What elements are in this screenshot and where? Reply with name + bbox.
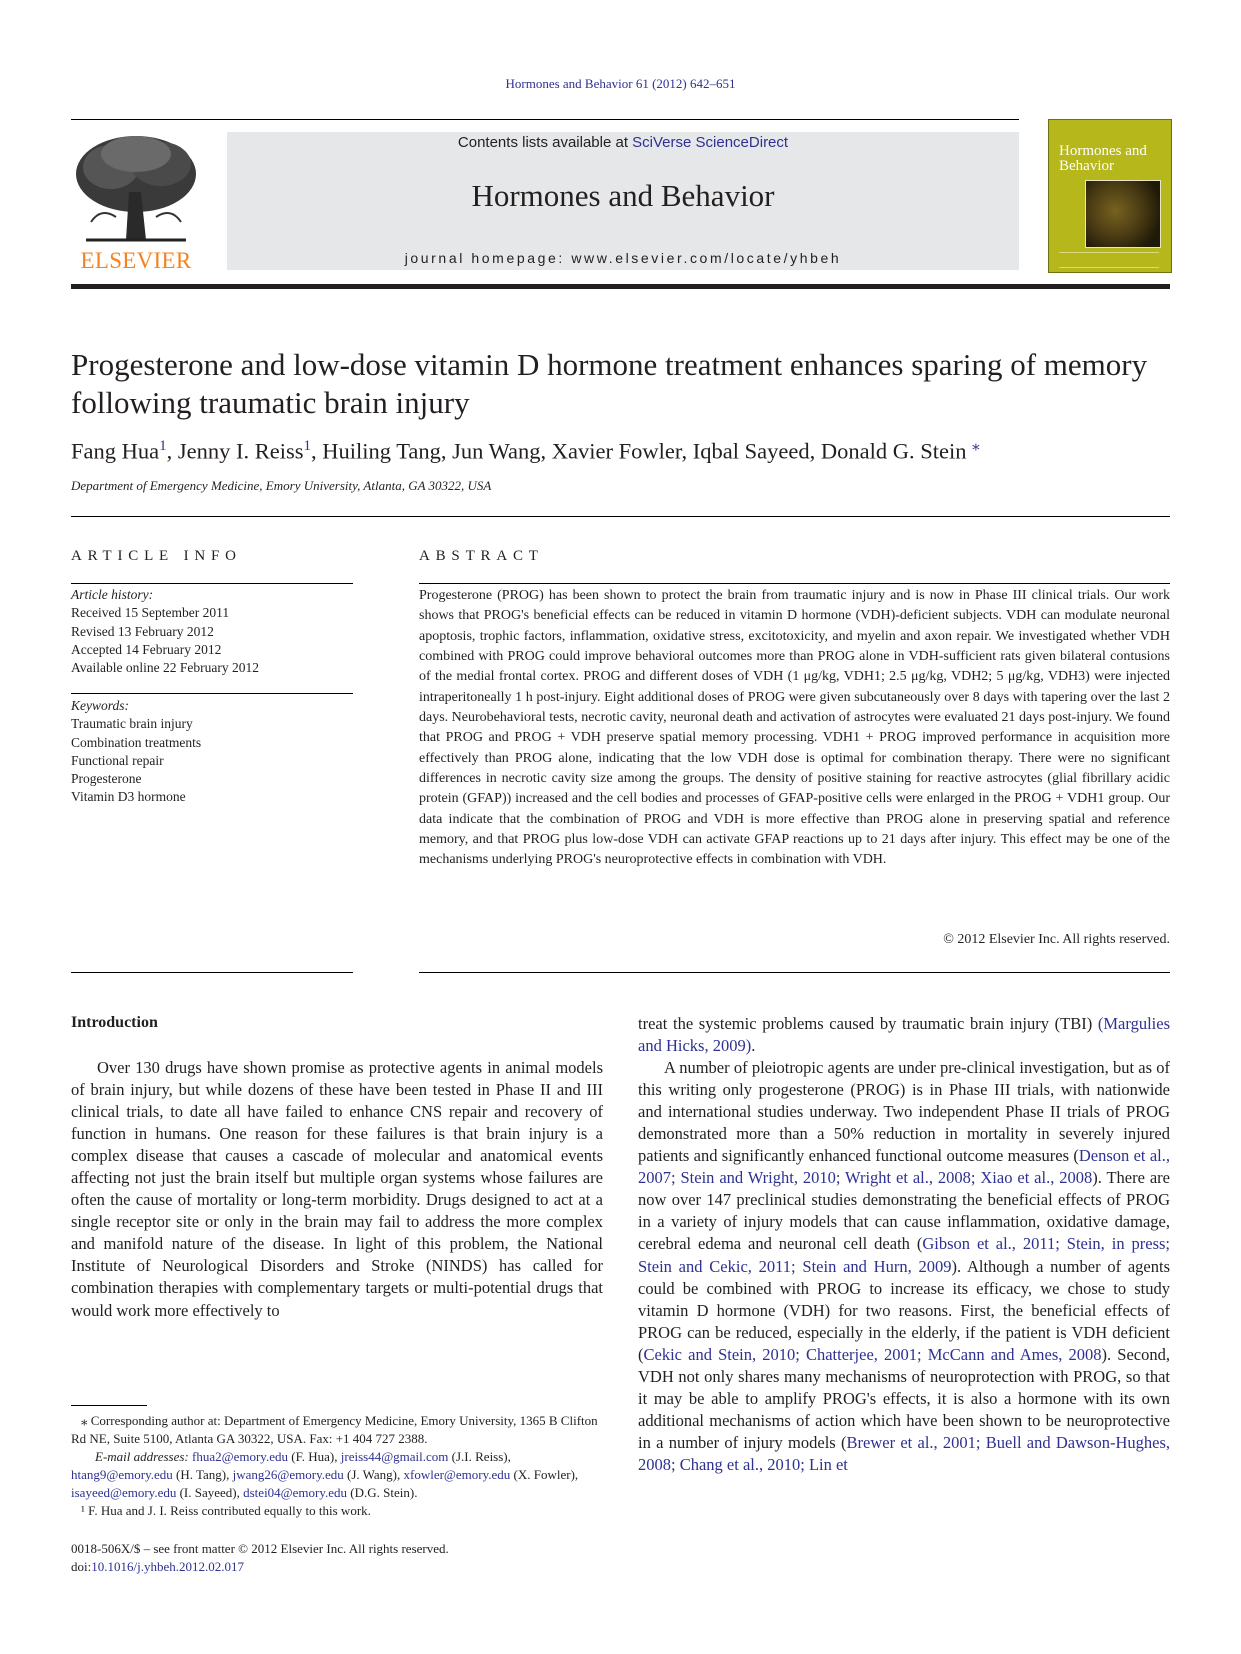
front-matter [71,1540,603,1576]
introduction-heading: Introduction [71,1014,158,1031]
tree-icon [71,132,201,247]
history-label: Article history: [71,587,154,602]
abstract-heading: ABSTRACT [419,548,544,564]
keyword-item: Combination treatments [71,734,202,750]
email-label: E-mail addresses: [95,1449,193,1464]
email-owner: (J. Wang), [343,1467,404,1482]
cover-photo [1085,180,1161,248]
author-separator: , [540,438,552,464]
citation-link[interactable]: Gibson et al., 2011; Stein, in press; Stein and Cekic, 2011; Stein and Hurn, 2009 [638,1234,1170,1276]
keyword-item: Functional repair [71,752,164,768]
email-link[interactable]: fhua2@emory.edu [192,1449,288,1464]
history-item: Revised 13 February 2012 [71,623,214,639]
email-owner: (H. Tang), [172,1467,233,1482]
email-addresses [71,1448,603,1502]
citation-link[interactable]: Denson et al., 2007; Stein and Wright, 2010; Wright et al., 2008; Xiao et al., 2008 [638,1146,1170,1188]
author-name: Huiling Tang [322,438,441,464]
issn-line: 0018-506X/$ – see front matter © 2012 Elsevier Inc. All rights reserved. [71,1541,449,1556]
email-owner: (J.I. Reiss), [448,1449,511,1464]
citation-link[interactable]: Cekic and Stein, 2010; Chatterjee, 2001; McCann and Ames, 2008 [643,1344,1102,1364]
cover-decoration [1059,252,1159,268]
contents-line [227,134,1019,151]
article-history [71,586,351,677]
introduction-paragraph: Over 130 drugs have shown promise as protective agents in animal models of brain injury, but while dozens of these have been tested in Phase II and III clinical trials, to date all have failed to enhance CNS repair and recovery of function in humans. One reason for these failures is that brain injury is a complex disease that causes a cascade of molecular and anatomical events affecting not just the brain itself but multiple organ systems whose failures are often the cause of mortality or long-term morbidity. Drugs designed to act at a single receptor site or only in the brain may fail to address the more complex and manifold nature of the disease. In light of this problem, the National Institute of Neurological Disorders and Stroke (NINDS) has called for combination therapies with complementary targets or multi-potential drugs that would work more effectively to [71,1058,603,1320]
author-separator: , [311,438,323,464]
paragraph-text: treat the systemic problems caused by traumatic brain injury (TBI) [638,1014,1098,1033]
journal-title: Hormones and Behavior [471,178,775,213]
paragraph-text: A number of pleiotropic agents are under pre-clinical investigation, but as of this writing only progesterone (PROG) is in Phase III trials, with nationwide and international studies underway. Two independent Phase II trials of PROG demonstrated more than a 50% reduction in mortality in severely injured patients and significantly enhanced functional outcome measures ( [638,1058,1170,1166]
article-title: Progesterone and low-dose vitamin D hormone treatment enhances sparing of memory following traumatic brain injury [71,347,1148,420]
abstract-copyright: © 2012 Elsevier Inc. All rights reserved. [943,932,1170,947]
article-info-rule [71,583,353,584]
doi-link[interactable]: 10.1016/j.yhbeh.2012.02.017 [91,1559,244,1574]
paragraph-text: ). There are now over 147 preclinical studies demonstrating the beneficial effects of PROG in a variety of injury models that can cause inflammation, oxidative damage, cerebral edema and neuronal cell death ( [638,1168,1170,1254]
corresponding-author-mark[interactable]: ⁎ [972,438,980,454]
abstract-bottom-rule [419,972,1170,973]
author-separator: , [166,438,178,464]
footnote-rule [71,1405,147,1406]
header-rule [71,119,1019,120]
keyword-item: Traumatic brain injury [71,716,193,732]
citation-link[interactable]: (Margulies and Hicks, 2009) [638,1014,1170,1056]
history-item: Received 15 September 2011 [71,605,230,621]
history-item: Available online 22 February 2012 [71,660,259,676]
email-link[interactable]: htang9@emory.edu [71,1467,173,1482]
keywords-label: Keywords: [71,698,129,713]
author-name: Jenny I. Reiss [177,438,304,464]
article-info-divider [71,693,353,694]
keyword-item: Progesterone [71,771,142,787]
email-owner: (D.G. Stein). [347,1485,418,1500]
paragraph-text: ). Although a number of agents could be combined with PROG to increase its efficacy, we chose to study vitamin D hormone (VDH) for two reasons. First, the beneficial effects of PROG can be reduced, especially in the elderly, if the patient is VDH deficient ( [638,1256,1170,1364]
citation-link[interactable]: Brewer et al., 2001; Buell and Dawson-Hughes, 2008; Chang et al., 2010; Lin et [638,1432,1170,1474]
author-name: Donald G. Stein [820,438,967,464]
email-owner: (I. Sayeed), [176,1485,244,1500]
abstract-text: Progesterone (PROG) has been shown to protect the brain from traumatic injury and is now in Phase III clinical trials. Our work shows that PROG's beneficial effects can be reduced in vitamin D hormone (VDH)-deficient subjects. VDH can modulate neuronal apoptosis, trophic factors, inflammation, oxidative stress, excitotoxicity, and myelin and axon repair. We investigated whether VDH combined with PROG could improve behavioral outcomes more than PROG alone in VDH-sufficient rats given bilateral contusions of the medial frontal cortex. PROG and different doses of VDH (1 μg/kg, VDH1; 2.5 μg/kg, VDH2; 5 μg/kg, VDH3) were injected intraperitoneally 1 h post-injury. Eight additional doses of PROG were given subcutaneously over 8 days with tapering over the last 2 days. Neurobehavioral tests, necrotic cavity, neuronal death and activation of astrocytes were evaluated 21 days post-injury. We found that PROG and PROG + VDH preserve spatial memory processing. VDH1 + PROG improved performance in acquisition more effectively than PROG alone, indicating that the low VDH dose is optimal for combination therapy. There were no significant differences in necrotic cavity size among the groups. The density of positive staining for reactive astrocytes (glial fibrillary acidic protein (GFAP)) increased and the cell bodies and processes of GFAP-positive cells were enlarged in the PROG + VDH1 group. Our data indicate that the combination of PROG and VDH is more effective than PROG alone in preserving spatial and reference memory, and that PROG plus low-dose VDH can activate GFAP reactions up to 21 days after injury. This effect may be one of the mechanisms underlying PROG's neuroprotective effects in combination with VDH. [419,588,1170,868]
author-footnote-mark[interactable]: 1 [303,438,311,454]
journal-homepage-link[interactable]: journal homepage: www.elsevier.com/locate/yhbeh [404,250,842,266]
article-info-bottom-rule [71,972,353,973]
email-link[interactable]: isayeed@emory.edu [71,1485,177,1500]
author-name: Fang Hua [71,438,160,464]
sciencedirect-link[interactable]: SciVerse ScienceDirect [632,134,789,151]
email-link[interactable]: xfowler@emory.edu [403,1467,511,1482]
article-info-heading: ARTICLE INFO [71,548,242,564]
contents-prefix: Contents lists available at [457,134,633,151]
email-link[interactable]: jwang26@emory.edu [232,1467,344,1482]
title-rule [71,516,1170,517]
keywords [71,697,351,807]
publisher-wordmark: ELSEVIER [80,248,192,273]
doi-line [71,1558,603,1576]
author-list [71,436,1171,465]
author-separator: , [681,438,693,464]
cover-title: Hormones and Behavior [1059,143,1147,174]
author-separator: , [809,438,821,464]
journal-cover-thumbnail[interactable] [1048,119,1172,273]
email-owner: (F. Hua), [287,1449,341,1464]
journal-banner [227,132,1019,270]
doi-prefix: doi: [71,1559,92,1574]
journal-citation-link[interactable]: Hormones and Behavior 61 (2012) 642–651 [505,76,736,91]
author-name: Jun Wang [452,438,541,464]
author-name: Xavier Fowler [551,438,682,464]
paragraph-text: ). Second, VDH not only shares many mechanisms of neuroprotection with PROG, so that it may be able to amplify PROG's effects, it is also a hormone with its own additional mechanisms of action which have been shown to be neuroprotective in a number of injury models ( [638,1344,1170,1452]
body-paragraph [638,1057,1170,1476]
header-thick-rule [71,284,1170,289]
body-paragraph [638,1013,1170,1057]
paragraph-text: . [751,1036,756,1056]
author-separator: , [440,438,453,464]
corresponding-author-note: ⁎ Corresponding author at: Department of Emergency Medicine, Emory University, 1365 B Clifton Rd NE, Suite 5100, Atlanta GA 30322, USA. Fax: +1 404 727 2388. [71,1413,598,1446]
keyword-item: Vitamin D3 hormone [71,789,186,805]
equal-contribution-note: ¹ F. Hua and J. I. Reiss contributed equally to this work. [81,1503,371,1518]
affiliation: Department of Emergency Medicine, Emory University, Atlanta, GA 30322, USA [71,478,492,493]
author-name: Iqbal Sayeed [692,438,810,464]
email-link[interactable]: jreiss44@gmail.com [340,1449,449,1464]
email-owner: (X. Fowler), [510,1467,579,1482]
footnotes [71,1412,603,1520]
history-item: Accepted 14 February 2012 [71,641,222,657]
email-link[interactable]: dstei04@emory.edu [243,1485,348,1500]
author-footnote-mark[interactable]: 1 [159,438,167,454]
right-column-text [638,1013,1170,1476]
abstract-rule [419,583,1170,584]
